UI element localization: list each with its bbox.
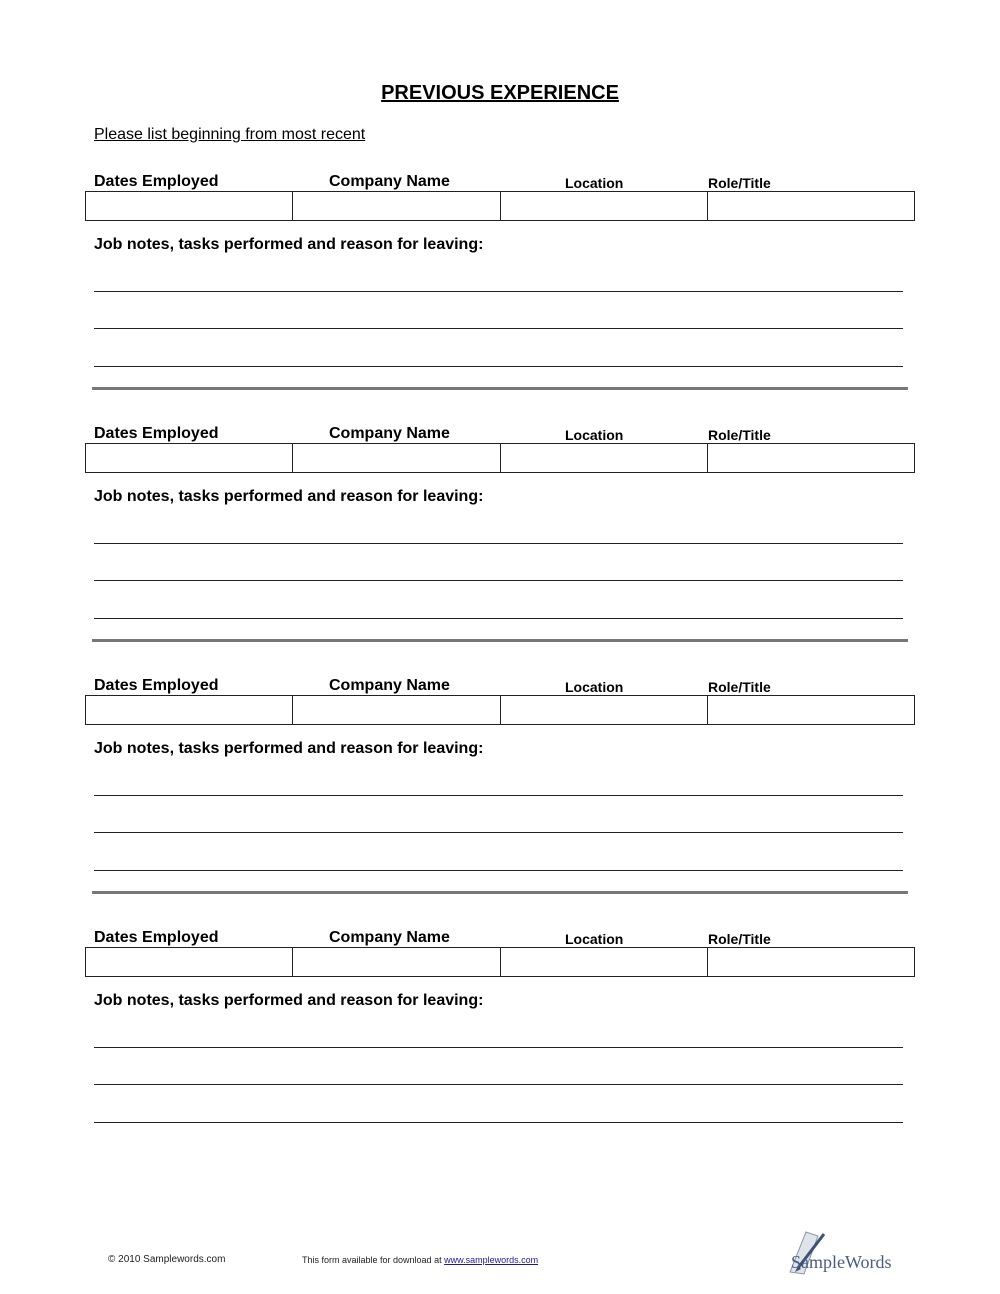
role-title-field[interactable] [707,191,915,221]
notes-line-1[interactable] [94,795,903,796]
role-title-label: Role/Title [708,175,771,191]
role-title-field[interactable] [707,947,915,977]
job-notes-label: Job notes, tasks performed and reason for leaving: [94,740,484,757]
location-label: Location [565,679,624,695]
dates-employed-label: Dates Employed [94,929,219,946]
dates-employed-field[interactable] [85,443,292,473]
notes-line-3[interactable] [94,1122,903,1123]
experience-entry-3 [0,677,1000,907]
notes-line-3[interactable] [94,366,903,367]
dates-employed-field[interactable] [85,695,292,725]
notes-line-3[interactable] [94,870,903,871]
entry-fields-row [85,191,915,221]
dates-employed-field[interactable] [85,191,292,221]
page-title: PREVIOUS EXPERIENCE [381,82,619,104]
section-divider [92,387,908,390]
location-label: Location [565,175,624,191]
experience-entry-4 [0,929,1000,1159]
location-field[interactable] [500,443,707,473]
notes-line-1[interactable] [94,543,903,544]
role-title-label: Role/Title [708,931,771,947]
location-field[interactable] [500,191,707,221]
role-title-label: Role/Title [708,679,771,695]
location-field[interactable] [500,947,707,977]
footer-download-link[interactable]: www.samplewords.com [444,1255,539,1265]
notes-line-2[interactable] [94,1084,903,1085]
experience-entry-2 [0,425,1000,655]
notes-line-1[interactable] [94,291,903,292]
company-name-label: Company Name [329,677,450,694]
dates-employed-field[interactable] [85,947,292,977]
dates-employed-label: Dates Employed [94,425,219,442]
dates-employed-label: Dates Employed [94,173,219,190]
samplewords-logo-text: SampleWords [791,1252,892,1272]
location-label: Location [565,931,624,947]
notes-line-2[interactable] [94,328,903,329]
company-name-field[interactable] [292,695,499,725]
company-name-label: Company Name [329,425,450,442]
footer-availability [302,1255,538,1265]
footer-copyright: © 2010 Samplewords.com [108,1254,226,1265]
role-title-field[interactable] [707,443,915,473]
section-divider [92,639,908,642]
role-title-label: Role/Title [708,427,771,443]
section-divider [92,891,908,894]
job-notes-label: Job notes, tasks performed and reason for leaving: [94,236,484,253]
company-name-field[interactable] [292,947,499,977]
company-name-field[interactable] [292,443,499,473]
experience-entry-1 [0,173,1000,403]
location-field[interactable] [500,695,707,725]
job-notes-label: Job notes, tasks performed and reason for leaving: [94,488,484,505]
entry-fields-row [85,695,915,725]
notes-line-3[interactable] [94,618,903,619]
company-name-field[interactable] [292,191,499,221]
page-subtitle: Please list beginning from most recent [94,126,366,143]
company-name-label: Company Name [329,929,450,946]
job-notes-label: Job notes, tasks performed and reason for leaving: [94,992,484,1009]
entry-fields-row [85,443,915,473]
dates-employed-label: Dates Employed [94,677,219,694]
footer-availability-text: This form available for download at [302,1255,442,1265]
notes-line-2[interactable] [94,832,903,833]
entry-fields-row [85,947,915,977]
company-name-label: Company Name [329,173,450,190]
notes-line-2[interactable] [94,580,903,581]
role-title-field[interactable] [707,695,915,725]
notes-line-1[interactable] [94,1047,903,1048]
location-label: Location [565,427,624,443]
